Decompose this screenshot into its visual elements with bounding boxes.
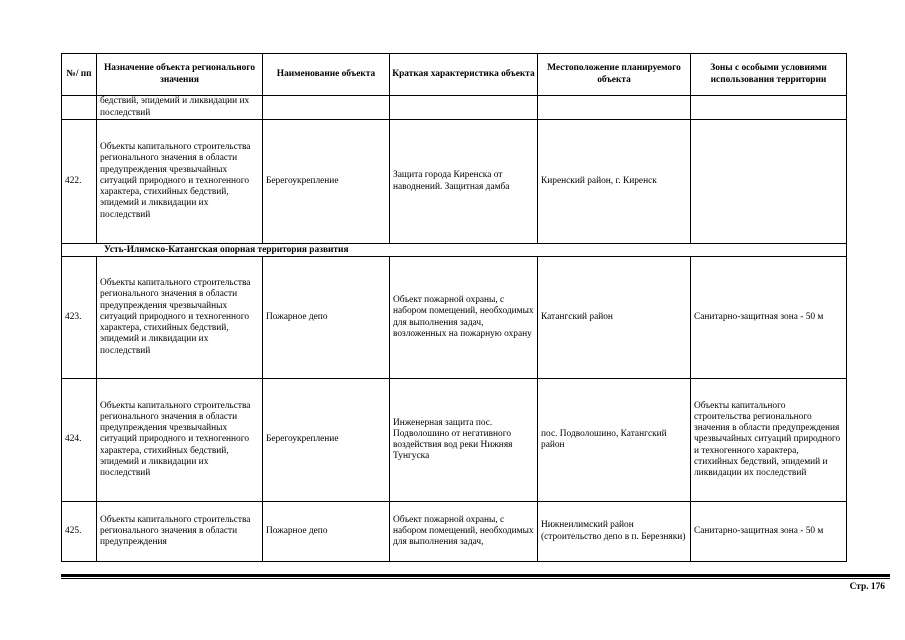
header-special-zones: Зоны с особыми условиями использования территории <box>691 54 847 96</box>
table-header-row <box>62 54 847 96</box>
cell-number: 422. <box>62 120 97 244</box>
cell-object-name: Берегоукрепление <box>263 379 390 502</box>
cell-special-zones: Объекты капитального строительства регионального значения в области предупреждения чрезвычайных ситуаций природного и техногенного характера, стихийных бедствий, эпидемий и ликвидации их последствий <box>691 379 847 502</box>
cell-location: Нижнеилимский район (строительство депо в п. Березняки) <box>538 502 691 562</box>
table-row-continuation <box>62 96 847 120</box>
cell-object-name: Пожарное депо <box>263 257 390 379</box>
cell-description <box>390 96 538 120</box>
header-purpose: Назначение объекта регионального значения <box>97 54 263 96</box>
table-row <box>62 120 847 244</box>
cell-number <box>62 96 97 120</box>
header-location: Местоположение планируемого объекта <box>538 54 691 96</box>
cell-location: Киренский район, г. Киренск <box>538 120 691 244</box>
page-number: Стр. 176 <box>849 582 885 592</box>
cell-description: Инженерная защита пос. Подволошино от негативного воздействия вод реки Нижняя Тунгуска <box>390 379 538 502</box>
cell-location: пос. Подволошино, Катангский район <box>538 379 691 502</box>
cell-object-name <box>263 96 390 120</box>
cell-special-zones <box>691 120 847 244</box>
cell-object-name: Берегоукрепление <box>263 120 390 244</box>
footer-rule-thick <box>61 574 890 577</box>
section-row <box>62 244 847 257</box>
cell-location: Катангский район <box>538 257 691 379</box>
cell-location <box>538 96 691 120</box>
table-row <box>62 379 847 502</box>
header-number: №/ пп <box>62 54 97 96</box>
cell-number: 425. <box>62 502 97 562</box>
cell-purpose: Объекты капитального строительства регионального значения в области предупреждения чрезвычайных ситуаций природного и техногенного характера, стихийных бедствий, эпидемий и ликвидации их последствий <box>97 379 263 502</box>
cell-special-zones: Санитарно-защитная зона - 50 м <box>691 257 847 379</box>
cell-purpose: Объекты капитального строительства регионального значения в области предупреждения чрезвычайных ситуаций природного и техногенного характера, стихийных бедствий, эпидемий и ликвидации их последствий <box>97 257 263 379</box>
header-description: Краткая характеристика объекта <box>390 54 538 96</box>
cell-object-name: Пожарное депо <box>263 502 390 562</box>
regional-objects-table <box>61 53 847 562</box>
cell-description: Объект пожарной охраны, с набором помещений, необходимых для выполнения задач, возложенных на пожарную охрану <box>390 257 538 379</box>
cell-special-zones <box>691 96 847 120</box>
table-row <box>62 502 847 562</box>
section-title: Усть-Илимско-Катангская опорная территория развития <box>62 244 847 257</box>
cell-number: 424. <box>62 379 97 502</box>
cell-purpose: бедствий, эпидемий и ликвидации их последствий <box>97 96 263 120</box>
cell-description: Защита города Киренска от наводнений. Защитная дамба <box>390 120 538 244</box>
cell-purpose: Объекты капитального строительства регионального значения в области предупреждения чрезвычайных ситуаций природного и техногенного характера, стихийных бедствий, эпидемий и ликвидации их последствий <box>97 120 263 244</box>
cell-description: Объект пожарной охраны, с набором помещений, необходимых для выполнения задач, <box>390 502 538 562</box>
cell-number: 423. <box>62 257 97 379</box>
cell-special-zones: Санитарно-защитная зона - 50 м <box>691 502 847 562</box>
cell-purpose: Объекты капитального строительства регионального значения в области предупреждения <box>97 502 263 562</box>
footer-rule-thin <box>61 578 890 579</box>
header-object-name: Наименование объекта <box>263 54 390 96</box>
table-row <box>62 257 847 379</box>
